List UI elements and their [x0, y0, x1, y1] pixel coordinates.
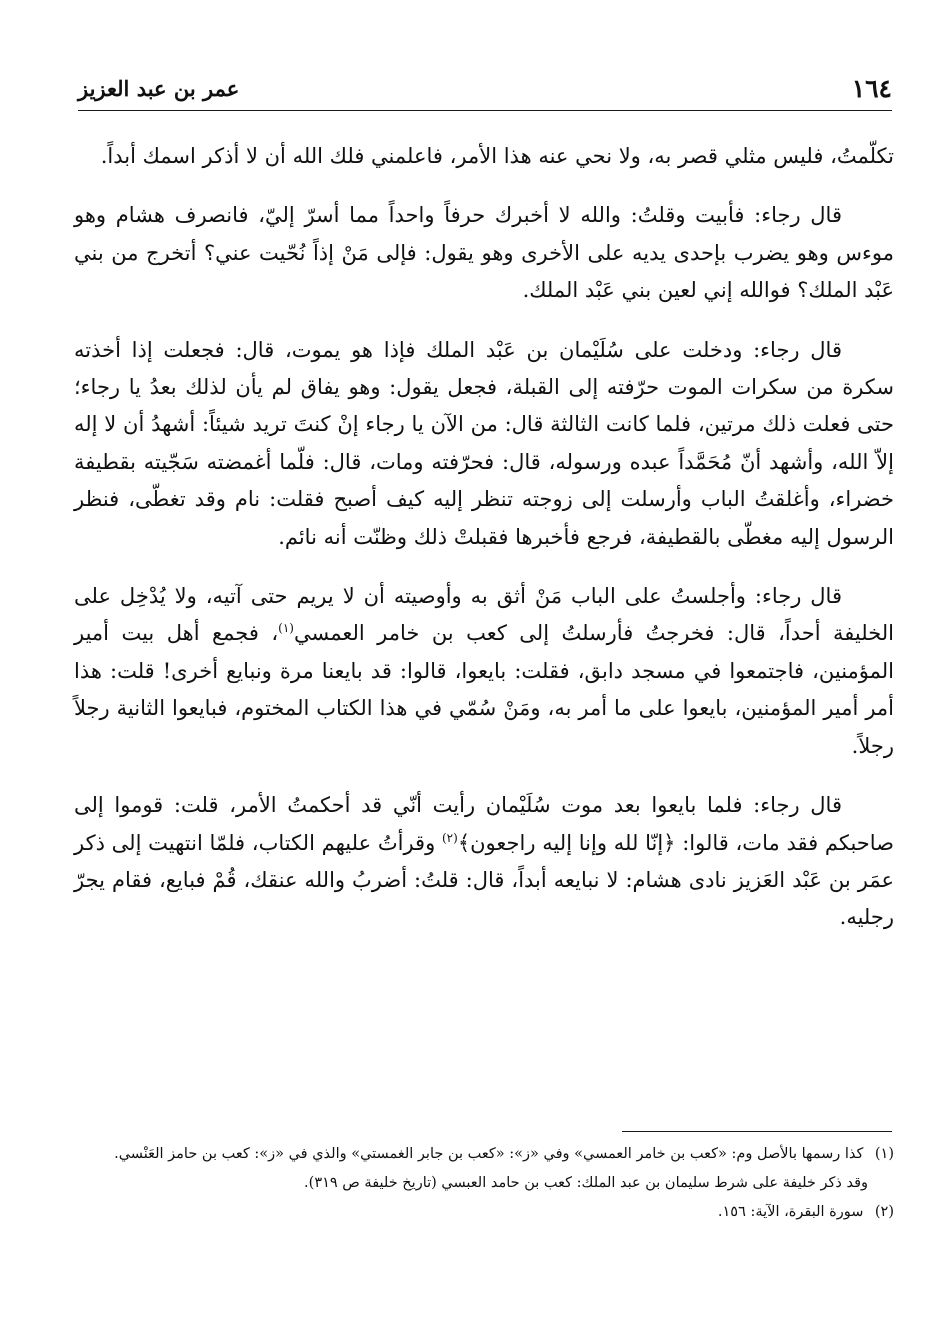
header-rule: [78, 110, 892, 111]
paragraph-4: [74, 578, 894, 765]
footnote-rule: [622, 1131, 892, 1132]
footnote-1-number: (١): [874, 1146, 894, 1162]
footnote-ref-1[interactable]: (١): [278, 621, 294, 636]
paragraph-1: تكلّمتُ، فليس مثلي قصر به، ولا نحي عنه هذا الأمر، فاعلمني فلك الله أن لا أذكر اسمك أبداً.: [100, 144, 894, 168]
paragraph-2: قال رجاء: فأبيت وقلتُ: والله لا أخبرك حرفاً واحداً مما أسرّ إليّ، فانصرف هشام وهو موءس وهو يضرب بإحدى يديه على الأخرى وهو يقول: فإلى مَنْ إذاً نُحّيت عني؟ أتخرج من بني عَبْد الملك؟ فوالله إني لعين بني عَبْد الملك.: [74, 203, 894, 303]
main-text: [74, 138, 894, 959]
running-header: [78, 74, 892, 108]
paragraph-5: [74, 787, 894, 937]
page-number: ١٦٤: [851, 74, 892, 103]
paragraph-4-text-a: قال رجاء: وأجلستُ على الباب مَنْ أثق به وأوصيته أن لا يريم حتى آتيه، ولا يُدْخِل على الخليفة أحداً، قال: فخرجتُ فأرسلتُ إلى كعب بن خامر العمسي: [74, 584, 895, 646]
paragraph-4-text-b: ، فجمع أهل بيت أمير المؤمنين، فاجتمعوا في مسجد دابق، فقلت: بايعوا، قالوا: قد بايعنا مرة ونبايع أخرى! قلت: هذا أمر أمير المؤمنين، بايعوا على ما أمر به، ومَنْ سُمّي في هذا الكتاب المختوم، فبايعوا الثانية رجلاً رجلاً.: [74, 621, 894, 758]
paragraph-3: قال رجاء: ودخلت على سُلَيْمان بن عَبْد الملك فإذا هو يموت، قال: فجعلت إذا أخذته سكرة من سكرات الموت حرّفته إلى القبلة، فجعل يقول: وهو يفاق لم يأن لذلك بعدُ يا رجاء؛ حتى فعلت ذلك مرتين، فلما كانت الثالثة قال: من الآن يا رجاء إنْ كنتَ تريد شيئاً: أشهدُ أن لا إله إلاّ الله، وأشهد أنّ مُحَمَّداً عبده ورسوله، قال: فحرّفته ومات، قال: فلّما أغمضته سَجّيته بقطيفة خضراء، وأغلقتُ الباب وأرسلت إلى زوجته تنظر إليه كيف أصبح فقلت: نام وقد تغطّى، فنظر الرسول إليه مغطّى بالقطيفة، فرجع فأخبرها فقبلتْ ذلك وظنّت أنه نائم.: [74, 337, 894, 549]
footnote-2: [90, 1200, 894, 1224]
footnote-1-text: كذا رسمها بالأصل وم: «كعب بن خامر العمسي» وفي «ز»: «كعب بن جابر الغمستي» والذي في «ز»: كعب بن حامز العَنْسي.: [114, 1146, 864, 1162]
paragraph-5-text-a: قال رجاء: فلما بايعوا بعد موت سُلَيْمان رأيت أنّي قد أحكمتُ الأمر، قلت: قوموا إلى صاحبكم فقد مات، قالوا: ﴿إنّا لله وإنا إليه راجعون﴾: [74, 793, 895, 855]
paragraph-5-text-b: وقرأتُ عليهم الكتاب، فلمّا انتهيت إلى ذكر عمَر بن عَبْد العَزيز نادى هشام: لا نبايعه أبداً، قال: قلتُ: أضربُ والله عنقك، قُمْ فبايع، فقام يجرّ رجليه.: [74, 830, 894, 930]
footnote-2-text: سورة البقرة، الآية: ١٥٦.: [717, 1204, 864, 1220]
footnotes: [90, 1142, 894, 1229]
footnote-1-note: وقد ذكر خليفة على شرط سليمان بن عبد الملك: كعب بن حامد العبسي (تاريخ خليفة ص ٣١٩).: [304, 1175, 868, 1191]
footnote-1: [90, 1142, 894, 1166]
footnote-ref-2[interactable]: (٢): [441, 830, 458, 845]
footnote-2-number: (٢): [874, 1204, 894, 1220]
running-title: عمر بن عبد العزيز: [78, 76, 240, 101]
